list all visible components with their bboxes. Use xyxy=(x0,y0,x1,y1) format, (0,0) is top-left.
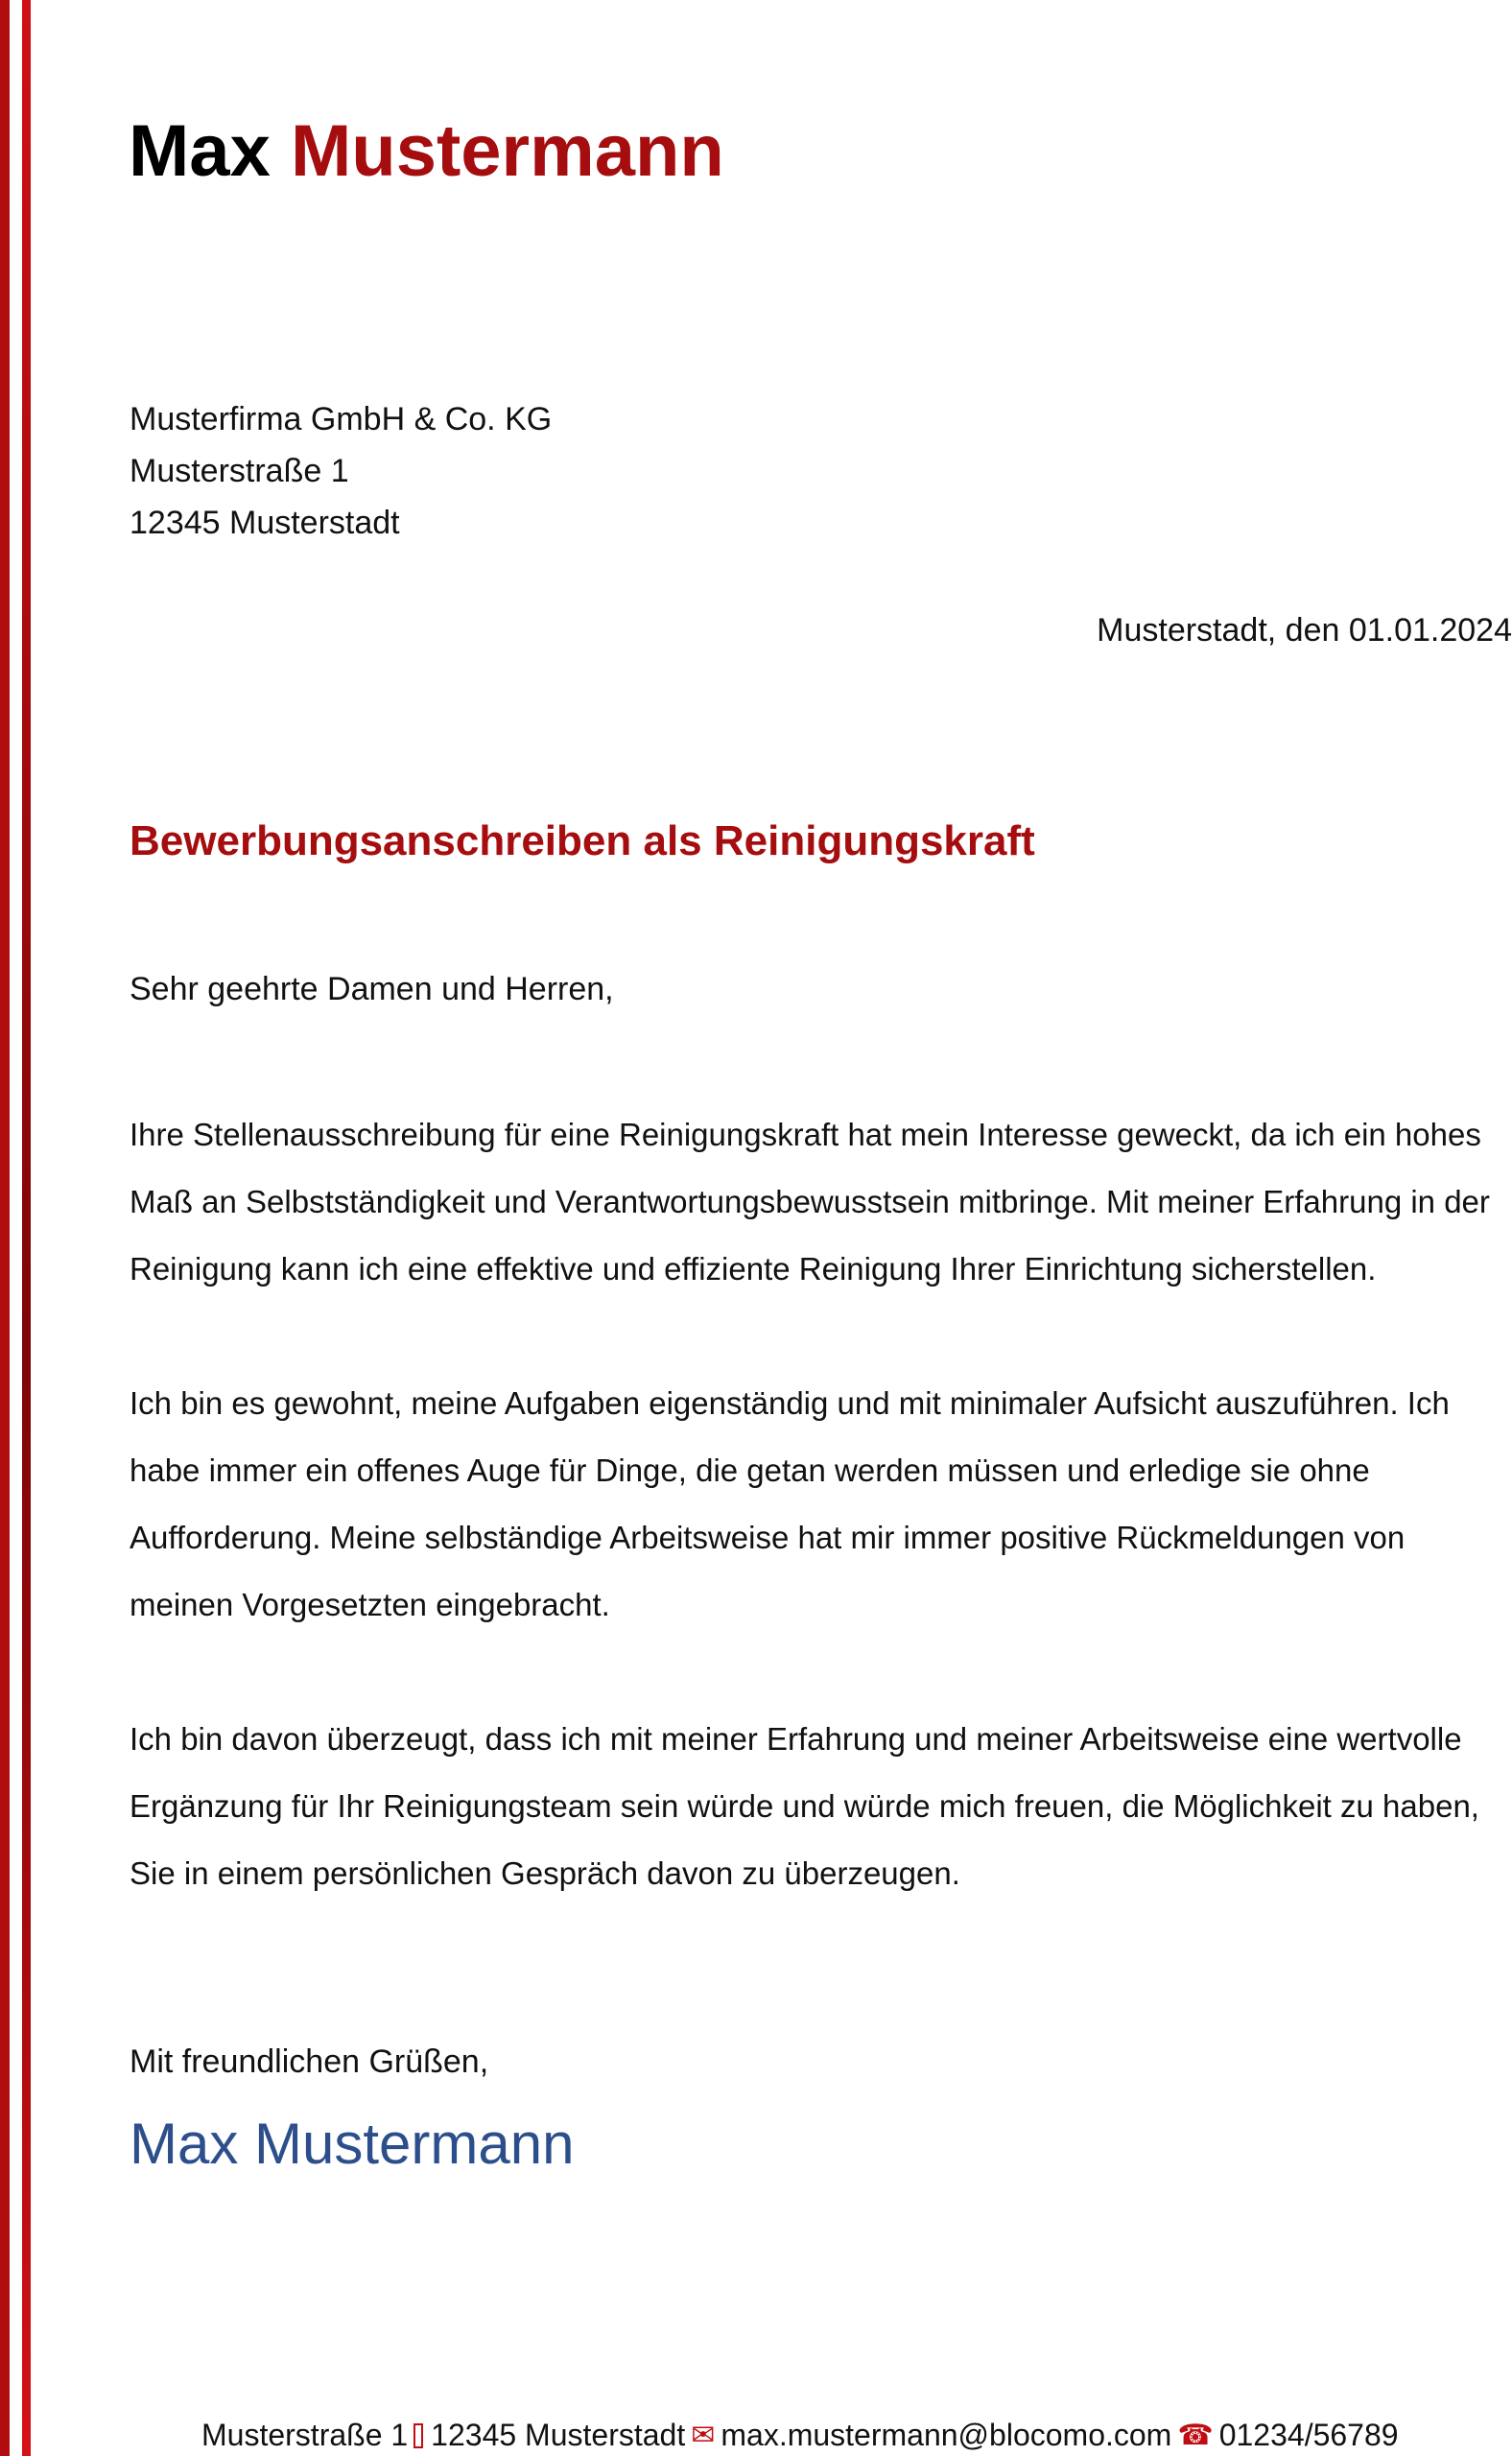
envelope-icon: ✉ xyxy=(691,2420,716,2451)
subject-line: Bewerbungsanschreiben als Reinigungskraft xyxy=(130,817,1035,864)
closing: Mit freundlichen Grüßen, xyxy=(130,2043,489,2080)
phone-icon: ☎ xyxy=(1177,2420,1214,2451)
applicant-name xyxy=(129,110,724,192)
location-icon xyxy=(413,2423,423,2448)
salutation: Sehr geehrte Damen und Herren, xyxy=(130,971,614,1007)
applicant-first-name: Max xyxy=(129,110,271,192)
recipient-city: 12345 Musterstadt xyxy=(130,505,400,541)
footer-street: Musterstraße 1 xyxy=(201,2418,409,2452)
date-line: Musterstadt, den 01.01.2024 xyxy=(1097,612,1512,649)
recipient-street: Musterstraße 1 xyxy=(130,453,349,489)
signature: Max Mustermann xyxy=(130,2112,575,2176)
paragraph: Ich bin davon überzeugt, dass ich mit meiner Erfahrung und meiner Arbeitsweise eine wertvolle Ergänzung für Ihr Reinigungsteam sein würde und würde mich freuen, die Möglichkeit zu haben, Sie in einem persönlichen Gespräch davon zu überzeugen. xyxy=(130,1721,1479,1891)
recipient-company: Musterfirma GmbH & Co. KG xyxy=(130,401,553,437)
recipient-address xyxy=(130,393,552,549)
footer-city: 12345 Musterstadt xyxy=(431,2418,686,2452)
left-gradient-bar xyxy=(22,0,31,2456)
footer-contact xyxy=(201,2418,1399,2453)
letter-body xyxy=(130,1101,1501,1974)
paragraph: Ihre Stellenausschreibung für eine Reinigungskraft hat mein Interesse geweckt, da ich ein hohes Maß an Selbstständigkeit und Verantwortungsbewusstsein mitbringe. Mit meiner Erfahrung in der Reinigung kann ich eine effektive und effiziente Reinigung Ihrer Einrichtung sicherstellen. xyxy=(130,1117,1490,1287)
left-accent-bar xyxy=(0,0,10,2456)
applicant-last-name: Mustermann xyxy=(290,110,724,192)
footer-phone[interactable]: 01234/56789 xyxy=(1218,2418,1399,2452)
paragraph: Ich bin es gewohnt, meine Aufgaben eigenständig und mit minimaler Aufsicht auszuführen. Ich habe immer ein offenes Auge für Dinge, die getan werden müssen und erledige sie ohne Aufforderung. Meine selbständige Arbeitsweise hat mir immer positive Rückmeldungen von meinen Vorgesetzten eingebracht. xyxy=(130,1385,1450,1622)
footer-email[interactable]: max.mustermann@blocomo.com xyxy=(721,2418,1172,2452)
